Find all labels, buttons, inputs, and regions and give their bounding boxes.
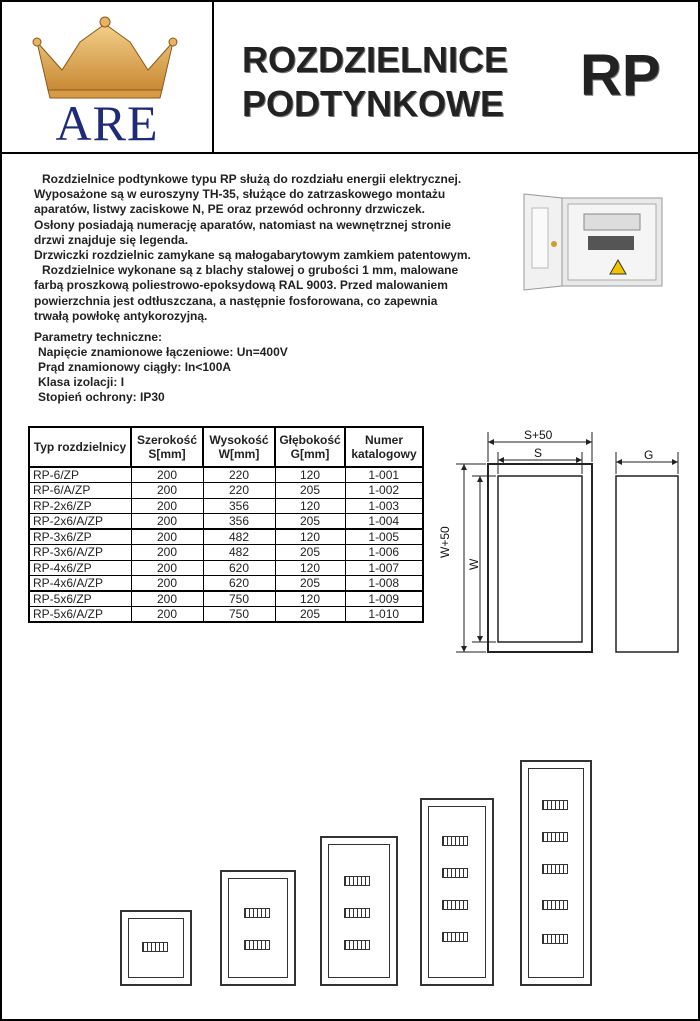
din-rail-icon [344,940,370,950]
din-rail-icon [244,908,270,918]
description [34,172,474,324]
table-cell: 200 [131,498,203,514]
table-cell: 1-009 [345,591,423,607]
logo-text: ARE [55,95,159,151]
table-cell: 1-006 [345,545,423,561]
table-row [29,529,423,545]
table-cell: RP-3x6/ZP [29,529,131,545]
table-row [29,498,423,514]
table-cell: 205 [275,607,345,623]
din-rail-icon [142,942,168,952]
din-rail-icon [542,800,568,810]
table-row [29,576,423,592]
table-cell: 1-008 [345,576,423,592]
table-row [29,483,423,499]
table-cell: 120 [275,467,345,483]
product-code: RP [580,43,661,108]
table-cell: RP-3x6/A/ZP [29,545,131,561]
din-rail-icon [244,940,270,950]
technical-parameters [34,330,288,405]
dimension-drawing [442,422,692,662]
table-cell: RP-6/A/ZP [29,483,131,499]
column-header: Typ rozdzielnicy [29,427,131,467]
table-cell: 200 [131,529,203,545]
description-line: Drzwiczki rozdzielnic zamykane są małogabarytowym zamkiem patentowym. [34,248,471,263]
table-row [29,591,423,607]
table-cell: 1-007 [345,560,423,576]
specification-table [28,426,424,623]
table-cell: 620 [203,560,275,576]
description-line: Wyposażone są w euroszyny TH-35, służące do zatrzaskowego montażu [34,187,446,202]
parameter-item: Prąd znamionowy ciągły: In<100A [38,360,232,374]
table-cell: 356 [203,498,275,514]
table-cell: 200 [131,576,203,592]
din-rail-icon [442,868,468,878]
table-cell: 120 [275,498,345,514]
table-cell: 200 [131,514,203,530]
table-cell: 482 [203,529,275,545]
table-row [29,560,423,576]
cabinet-variant-2x6 [220,870,296,986]
description-line: powierzchnia jest odtłuszczana, a następnie fosforowana, co zapewnia [34,293,438,308]
description-line: aparatów, listwy zaciskowe N, PE oraz przewód ochronny drzwiczek. [34,202,425,217]
table-cell: RP-6/ZP [29,467,131,483]
table-cell: 750 [203,607,275,623]
description-line: trwałą powłokę antykorozyjną. [34,308,208,323]
table-cell: 220 [203,467,275,483]
column-header: Wysokość W[mm] [203,427,275,467]
table-row [29,467,423,483]
table-cell: 356 [203,514,275,530]
logo [2,2,214,154]
din-rail-icon [542,832,568,842]
cabinet-variant-5x6 [520,760,592,986]
parameters-heading: Parametry techniczne: [34,330,163,344]
parameter-item: Klasa izolacji: I [38,375,125,389]
table-cell: 1-002 [345,483,423,499]
column-header: Głębokość G[mm] [275,427,345,467]
table-row [29,514,423,530]
table-cell: RP-2x6/A/ZP [29,514,131,530]
table-cell: 620 [203,576,275,592]
table-cell: 205 [275,545,345,561]
page-title [242,38,508,126]
product-photo [522,190,664,294]
din-rail-icon [344,908,370,918]
table-cell: 750 [203,591,275,607]
header [2,2,698,154]
din-rail-icon [442,836,468,846]
dimension-label-w: W [467,558,481,570]
table-cell: 482 [203,545,275,561]
description-line: Rozdzielnice wykonane są z blachy stalowej o grubości 1 mm, malowane [42,263,459,278]
table-cell: RP-5x6/A/ZP [29,607,131,623]
table-cell: RP-2x6/ZP [29,498,131,514]
din-rail-icon [542,864,568,874]
table-cell: 1-010 [345,607,423,623]
table-cell: 205 [275,576,345,592]
table-cell: RP-4x6/ZP [29,560,131,576]
table-row [29,607,423,623]
description-line: farbą proszkową poliestrowo-epoksydową RAL 9003. Przed malowaniem [34,278,448,293]
table-cell: 200 [131,545,203,561]
table-cell: RP-5x6/ZP [29,591,131,607]
din-rail-icon [542,934,568,944]
title-line-1: ROZDZIELNICE [242,39,508,80]
table-cell: 200 [131,467,203,483]
dimension-label-g: G [644,448,654,462]
table-cell: 1-005 [345,529,423,545]
dimension-label-s-plus: S+50 [524,428,553,442]
cabinet-variant-4x6 [420,798,494,986]
parameter-item: Napięcie znamionowe łączeniowe: Un=400V [38,345,288,359]
title-line-2: PODTYNKOWE [242,83,505,124]
table-cell: 120 [275,560,345,576]
table-cell: 205 [275,483,345,499]
description-line: Rozdzielnice podtynkowe typu RP służą do rozdziału energii elektrycznej. [42,172,462,186]
table-cell: 200 [131,607,203,623]
dimension-label-s: S [534,446,543,460]
table-cell: 205 [275,514,345,530]
description-line: drzwi znajduje się legenda. [34,232,189,247]
table-cell: 220 [203,483,275,499]
table-cell: 200 [131,483,203,499]
table-cell: 1-001 [345,467,423,483]
cabinet-variant-3x6 [320,836,398,986]
table-cell: 1-003 [345,498,423,514]
table-cell: RP-4x6/A/ZP [29,576,131,592]
table-cell: 200 [131,560,203,576]
crown-icon [2,2,214,102]
parameter-item: Stopień ochrony: IP30 [38,390,165,404]
column-header: Numer katalogowy [345,427,423,467]
table-row [29,545,423,561]
table-cell: 1-004 [345,514,423,530]
table-cell: 200 [131,591,203,607]
dimension-label-w-plus: W+50 [438,526,452,558]
din-rail-icon [442,900,468,910]
table-header-row [29,427,423,467]
table-cell: 120 [275,529,345,545]
cabinet-variant-1x6 [120,910,192,986]
din-rail-icon [442,932,468,942]
column-header: Szerokość S[mm] [131,427,203,467]
description-line: Osłony posiadają numerację aparatów, natomiast na wewnętrznej stronie [34,217,452,232]
table-cell: 120 [275,591,345,607]
din-rail-icon [344,876,370,886]
din-rail-icon [542,900,568,910]
